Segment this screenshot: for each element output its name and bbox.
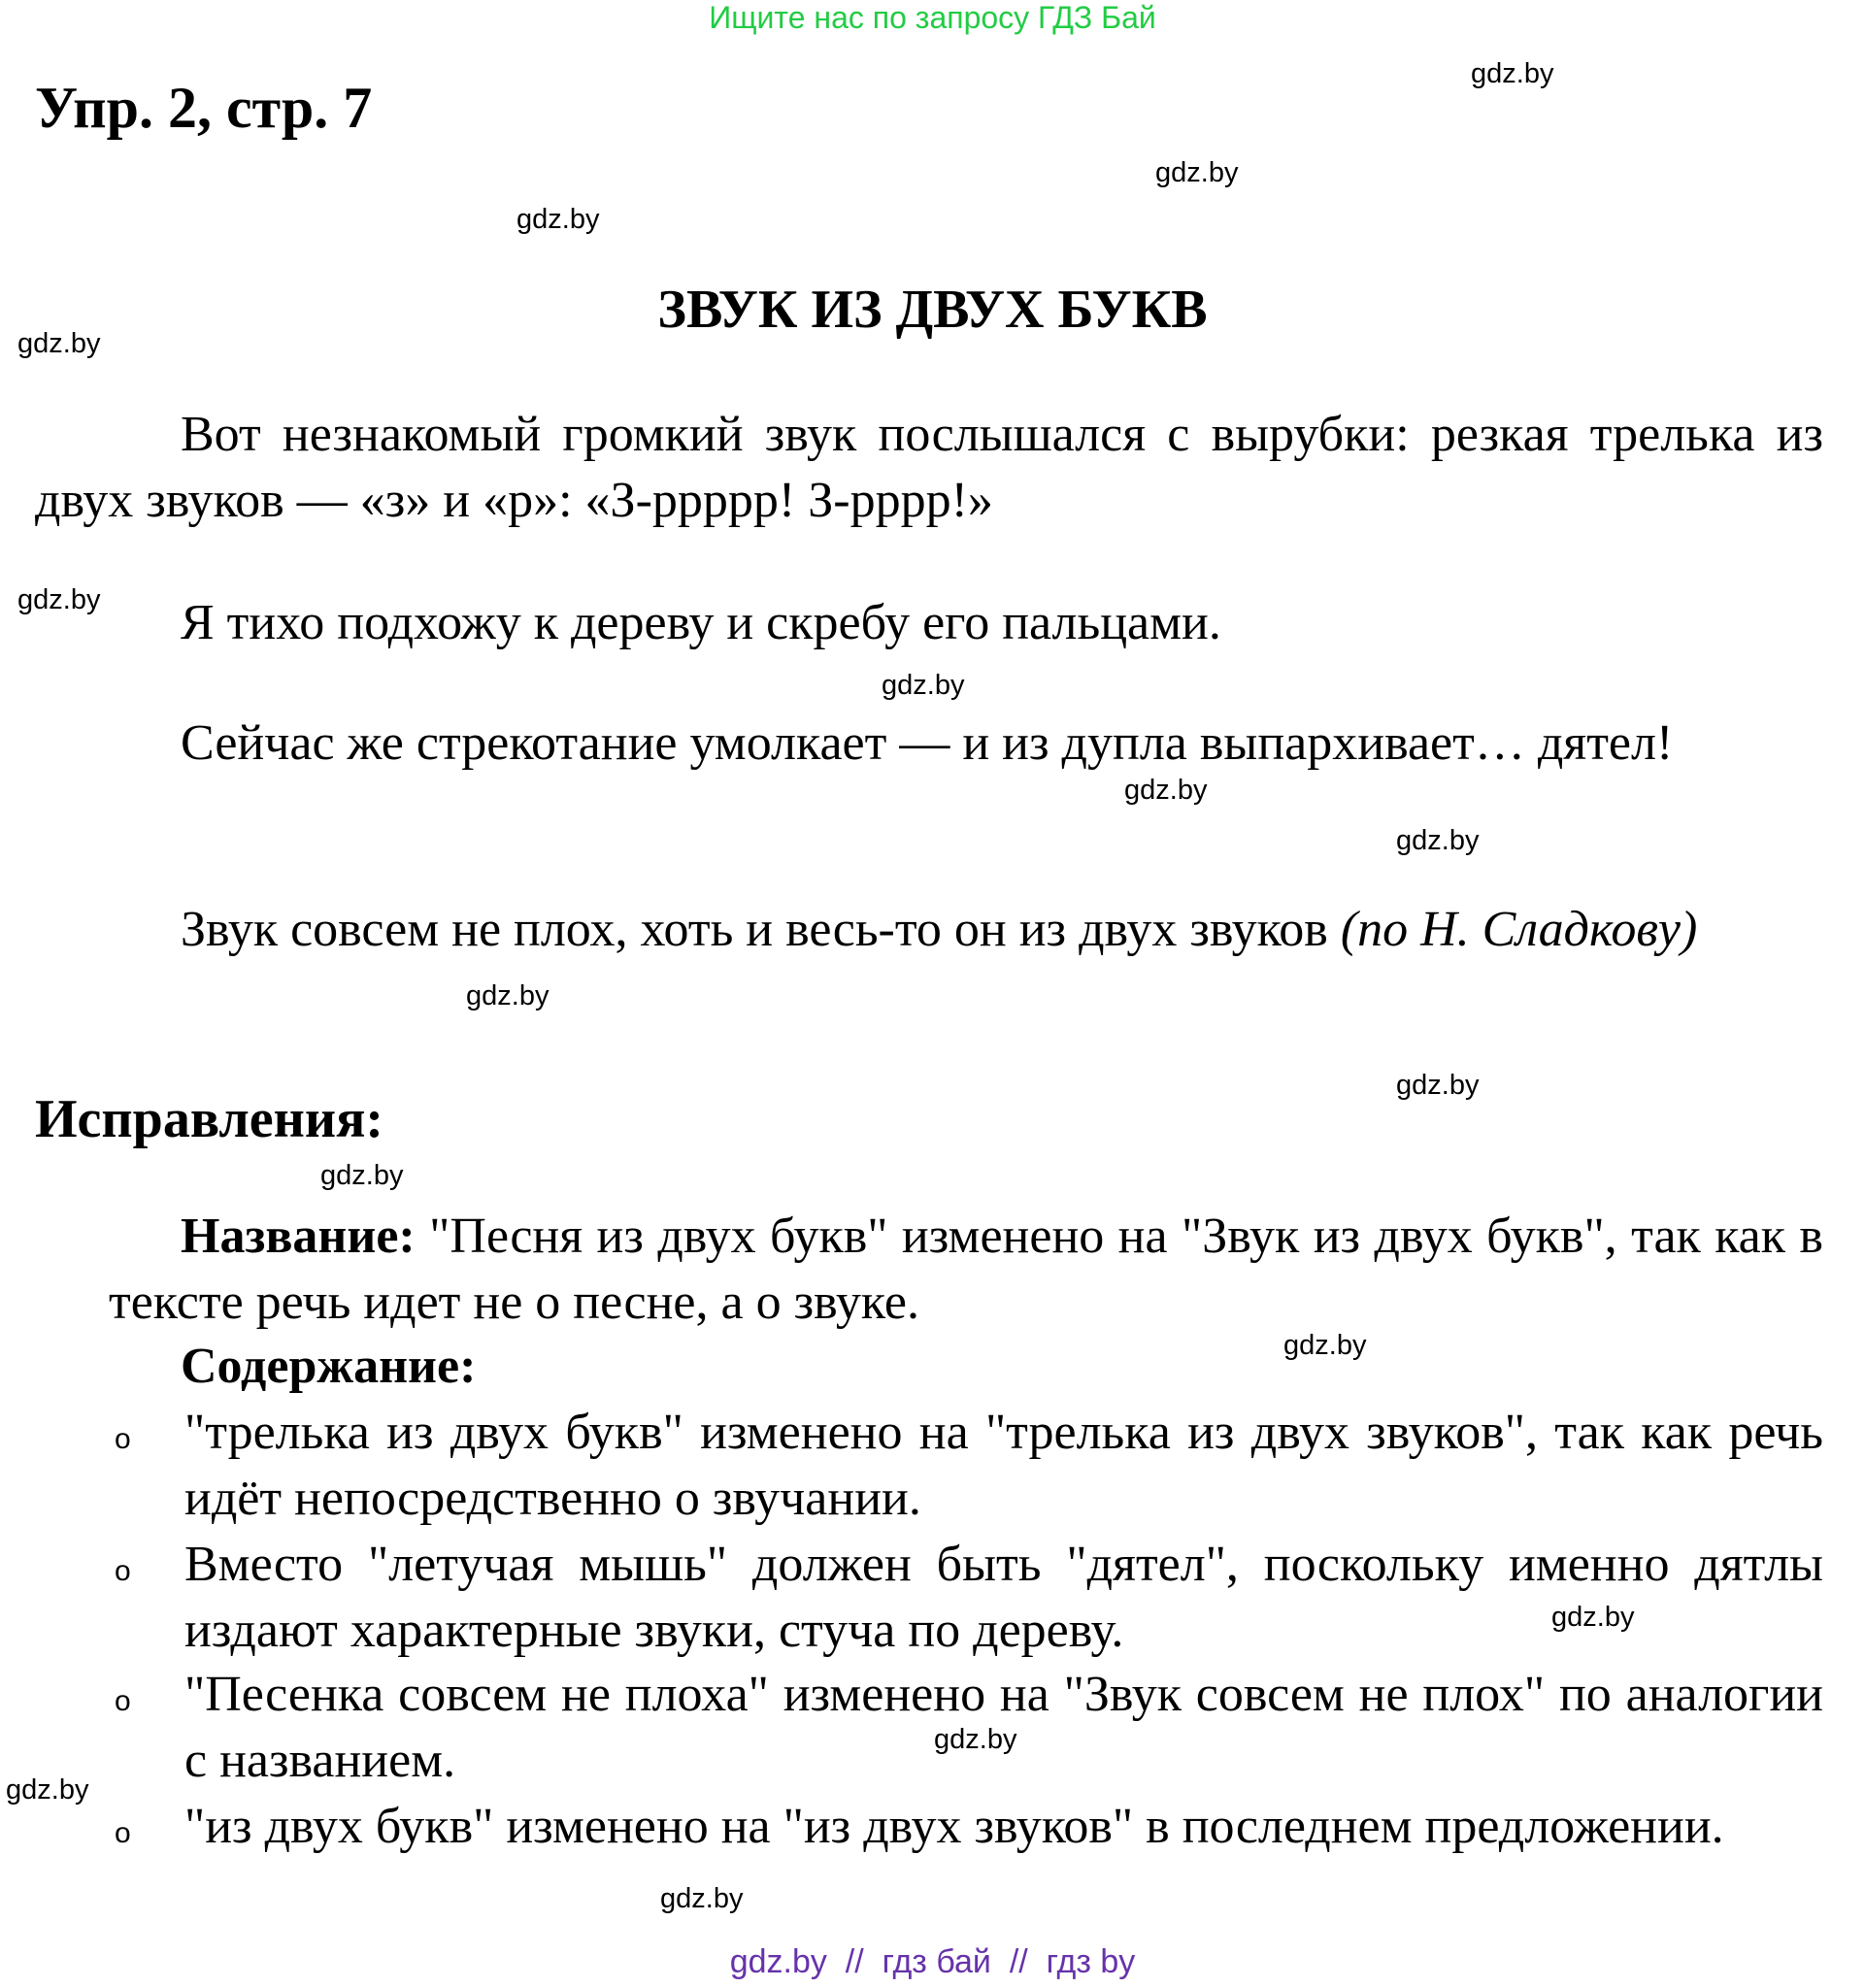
watermark: gdz.by bbox=[466, 980, 550, 1011]
paragraph-3 bbox=[35, 711, 1823, 777]
watermark: gdz.by bbox=[516, 204, 600, 235]
paragraph-4-source: (по Н. Сладкову) bbox=[1340, 902, 1698, 957]
content-item-4: "из двух букв" изменено на "из двух звуков" в последнем предложении. bbox=[184, 1799, 1724, 1854]
watermark: gdz.by bbox=[1124, 775, 1208, 806]
watermark: gdz.by bbox=[17, 584, 101, 615]
paragraph-1-text: Вот незнакомый громкий звук послышался с вырубки: резкая трелька из двух звуков — «з» и «р»: «З-ррррр! З-рррр!» bbox=[35, 407, 1823, 528]
name-correction-text: "Песня из двух букв" изменено на "Звук из двух букв", так как в тексте речь идет не о песне, а о звуке. bbox=[109, 1209, 1823, 1330]
paragraph-4-text: Звук совсем не плох, хоть и весь-то он из двух звуков bbox=[181, 902, 1341, 957]
exercise-heading: Упр. 2, стр. 7 bbox=[35, 76, 373, 140]
watermark: gdz.by bbox=[1155, 157, 1239, 188]
watermark: gdz.by bbox=[934, 1724, 1017, 1755]
watermark: gdz.by bbox=[1283, 1330, 1367, 1361]
watermark: gdz.by bbox=[1551, 1602, 1635, 1633]
watermark: gdz.by bbox=[882, 670, 965, 701]
paragraph-2-text: Я тихо подхожу к дереву и скребу его пальцами. bbox=[181, 595, 1221, 650]
search-banner: Ищите нас по запросу ГДЗ Бай bbox=[709, 0, 1156, 35]
bullet-marker: o bbox=[115, 1685, 131, 1717]
content-item-1: "трелька из двух букв" изменено на "трелька из двух звуков", так как речь идёт непосредственно о звучании. bbox=[184, 1405, 1823, 1526]
footer-links: gdz.by // гдз бай // гдз by bbox=[729, 1943, 1136, 1980]
story-title: ЗВУК ИЗ ДВУХ БУКВ bbox=[657, 280, 1208, 340]
bullet-marker: o bbox=[115, 1555, 131, 1587]
paragraph-3-text: Сейчас же стрекотание умолкает — и из дупла выпархивает… дятел! bbox=[181, 715, 1674, 771]
watermark: gdz.by bbox=[660, 1883, 744, 1914]
paragraph-4 bbox=[35, 897, 1823, 963]
paragraph-2 bbox=[35, 590, 1823, 656]
bullet-marker: o bbox=[115, 1817, 131, 1849]
content-label: Содержание: bbox=[181, 1339, 477, 1394]
name-correction bbox=[109, 1204, 1823, 1336]
name-correction-label: Название: bbox=[181, 1209, 416, 1264]
paragraph-1 bbox=[35, 402, 1823, 534]
watermark: gdz.by bbox=[17, 328, 101, 359]
content-item-3: "Песенка совсем не плоха" изменено на "Звук совсем не плох" по аналогии с названием. bbox=[184, 1667, 1823, 1788]
watermark: gdz.by bbox=[1396, 825, 1480, 856]
watermark: gdz.by bbox=[6, 1774, 89, 1806]
watermark: gdz.by bbox=[1396, 1070, 1480, 1101]
corrections-heading: Исправления: bbox=[35, 1089, 384, 1149]
bullet-marker: o bbox=[115, 1423, 131, 1455]
watermark: gdz.by bbox=[1471, 58, 1554, 89]
watermark: gdz.by bbox=[320, 1160, 404, 1191]
content-item-2: Вместо "летучая мышь" должен быть "дятел", поскольку именно дятлы издают характерные звуки, стуча по дереву. bbox=[184, 1537, 1823, 1658]
